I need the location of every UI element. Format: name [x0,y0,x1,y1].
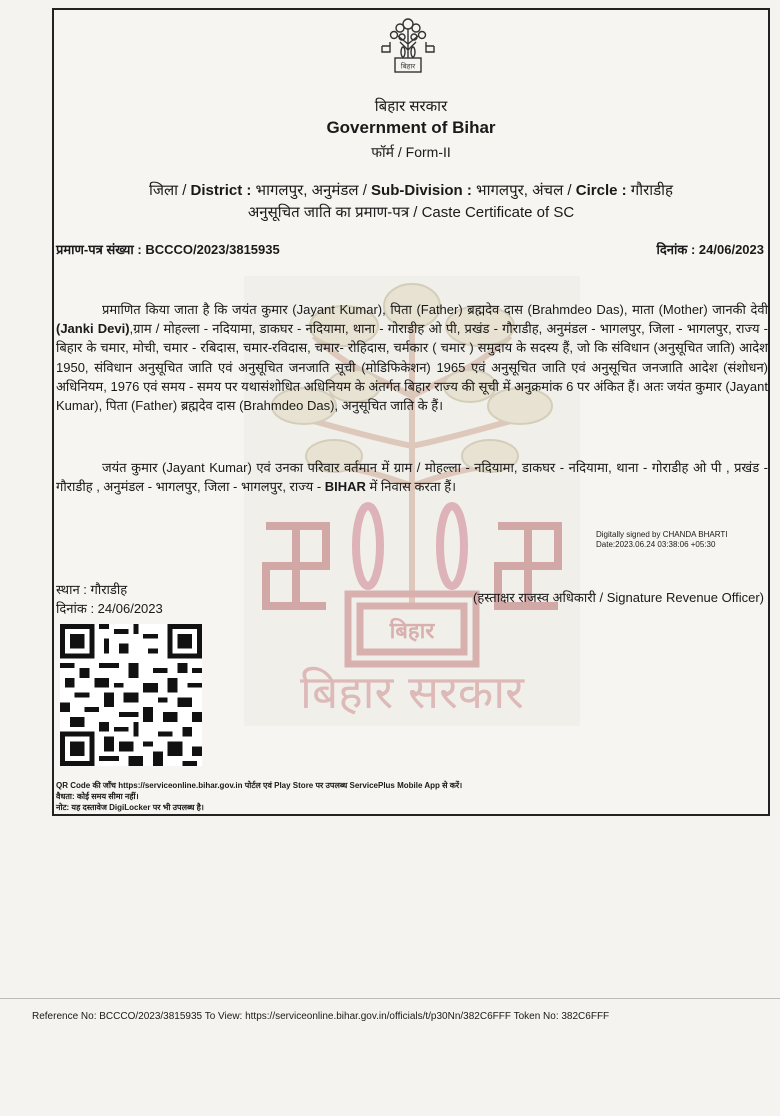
footer-divider [0,998,780,999]
paragraph1-part-c: ,ग्राम / मोहल्ला - नदियामा, डाकघर - नदियामा, थाना - गोराडीह ओ पी, प्रखंड - गौराडीह, अनुमंडल - भागलपुर, जिला - भागलपुर, राज्य - बिहार के चमार, मोची, चमार - रबिदास, चमार-रविदास, चमार- रोहिदास, चर्मकार ( चमार ) समुदाय के सदस्य हैं, जो कि संविधान (अनुसूचित जाति) आदेश 1950, संविधान अनुसूचित जाति एवं अनुसूचित जनजाति सूची (मोडिफिकेशन) 1965 एवं अनुसूचित जाति एवं अनुसूचित जनजाति आदेश (संशोधन) अधिनियम, 1976 एवं समय - समय पर यथासंशोधित अधिनियम के अंतर्गत बिहार राज्य की सूची में अनुक्रमांक 6 पर अंकित हैं। अतः जयंत कुमार (Jayant Kumar), पिता (Father) ब्रह्मदेव दास (Brahmdeo Das), अनुसूचित जाति के हैं। [56,321,768,414]
watermark-emblem-label: बिहार [389,619,435,644]
officer-signature: (हस्ताक्षर राजस्व अधिकारी / Signature Revenue Officer) [473,590,764,605]
district-line [52,180,770,200]
emblem-label: बिहार [400,62,416,71]
certificate-date-value: 24/06/2023 [698,242,764,257]
bihar-emblem-icon [376,14,440,78]
digital-signature-name: Digitally signed by CHANDA BHARTI [596,530,728,539]
watermark-text: बिहार सरकार [300,665,524,719]
certificate-date-label: दिनांक : [656,242,696,257]
title-english: Government of Bihar [326,118,496,137]
certificate-paragraph-1 [56,300,768,415]
certificate-number-label: प्रमाण-पत्र संख्या : [56,242,142,257]
paragraph1-part-b: (Janki Devi) [56,321,130,337]
certificate-number [56,240,280,258]
district-value: भागलपुर, अनुमंडल / [251,182,372,199]
certificate-paragraph-2 [56,458,768,496]
place-block [56,580,163,618]
district-prefix: जिला / [148,182,191,199]
paragraph1-part-a: प्रमाणित किया जाता है कि जयंत कुमार (Jayant Kumar), पिता (Father) ब्रह्मदेव दास (Brahmdeo Das), माता (Mother) जानकी देवी [102,302,768,317]
place-line: स्थान : गौराडीह [56,582,128,597]
qr-note-digilocker: नोट: यह दस्तावेज DigiLocker पर भी उपलब्ध है। [56,803,204,812]
place-date-line: दिनांक : 24/06/2023 [56,601,163,616]
digital-signature-date: Date:2023.06.24 03:38:06 +05:30 [596,540,716,549]
paragraph2-part-b: BIHAR [324,479,366,495]
subdivision-label: Sub-Division : [371,182,472,199]
qr-note-validity: वैधता: कोई समय सीमा नहीं। [56,792,139,801]
paragraph2-part-c: में निवास करता हैं। [365,479,457,495]
title-hindi: बिहार सरकार [374,98,448,115]
certificate-date [657,240,764,258]
reference-footer: Reference No: BCCCO/2023/3815935 To View: https://serviceonline.bihar.gov.in/officials/t/p30Nn/382C6FFF Token No: 382C6FFF [32,1011,610,1022]
form-label: फॉर्म / Form-II [371,144,451,160]
certificate-number-value: BCCCO/2023/3815935 [145,242,280,257]
digital-signature [596,530,756,550]
qr-note-verify: QR Code की जाँच https://serviceonline.bihar.gov.in पोर्टल एवं Play Store पर उपलब्ध ServicePlus Mobile App से करें। [56,781,463,790]
qr-code-icon [60,624,202,766]
paragraph2-part-a: जयंत कुमार (Jayant Kumar) एवं उनका परिवार वर्तमान में ग्राम / मोहल्ला - नदियामा, डाकघर - नदियामा, थाना - गोराडीह ओ पी , प्रखंड - गौराडीह , अनुमंडल - भागलपुर, जिला - भागलपुर, राज्य - [56,460,768,495]
qr-notes [56,780,462,813]
subdivision-value: भागलपुर, अंचल / [471,182,576,199]
certificate-title: अनुसूचित जाति का प्रमाण-पत्र / Caste Certificate of SC [247,204,575,221]
circle-value: गौराडीह [626,182,674,199]
district-label: District : [190,182,252,199]
circle-label: Circle : [575,182,627,199]
